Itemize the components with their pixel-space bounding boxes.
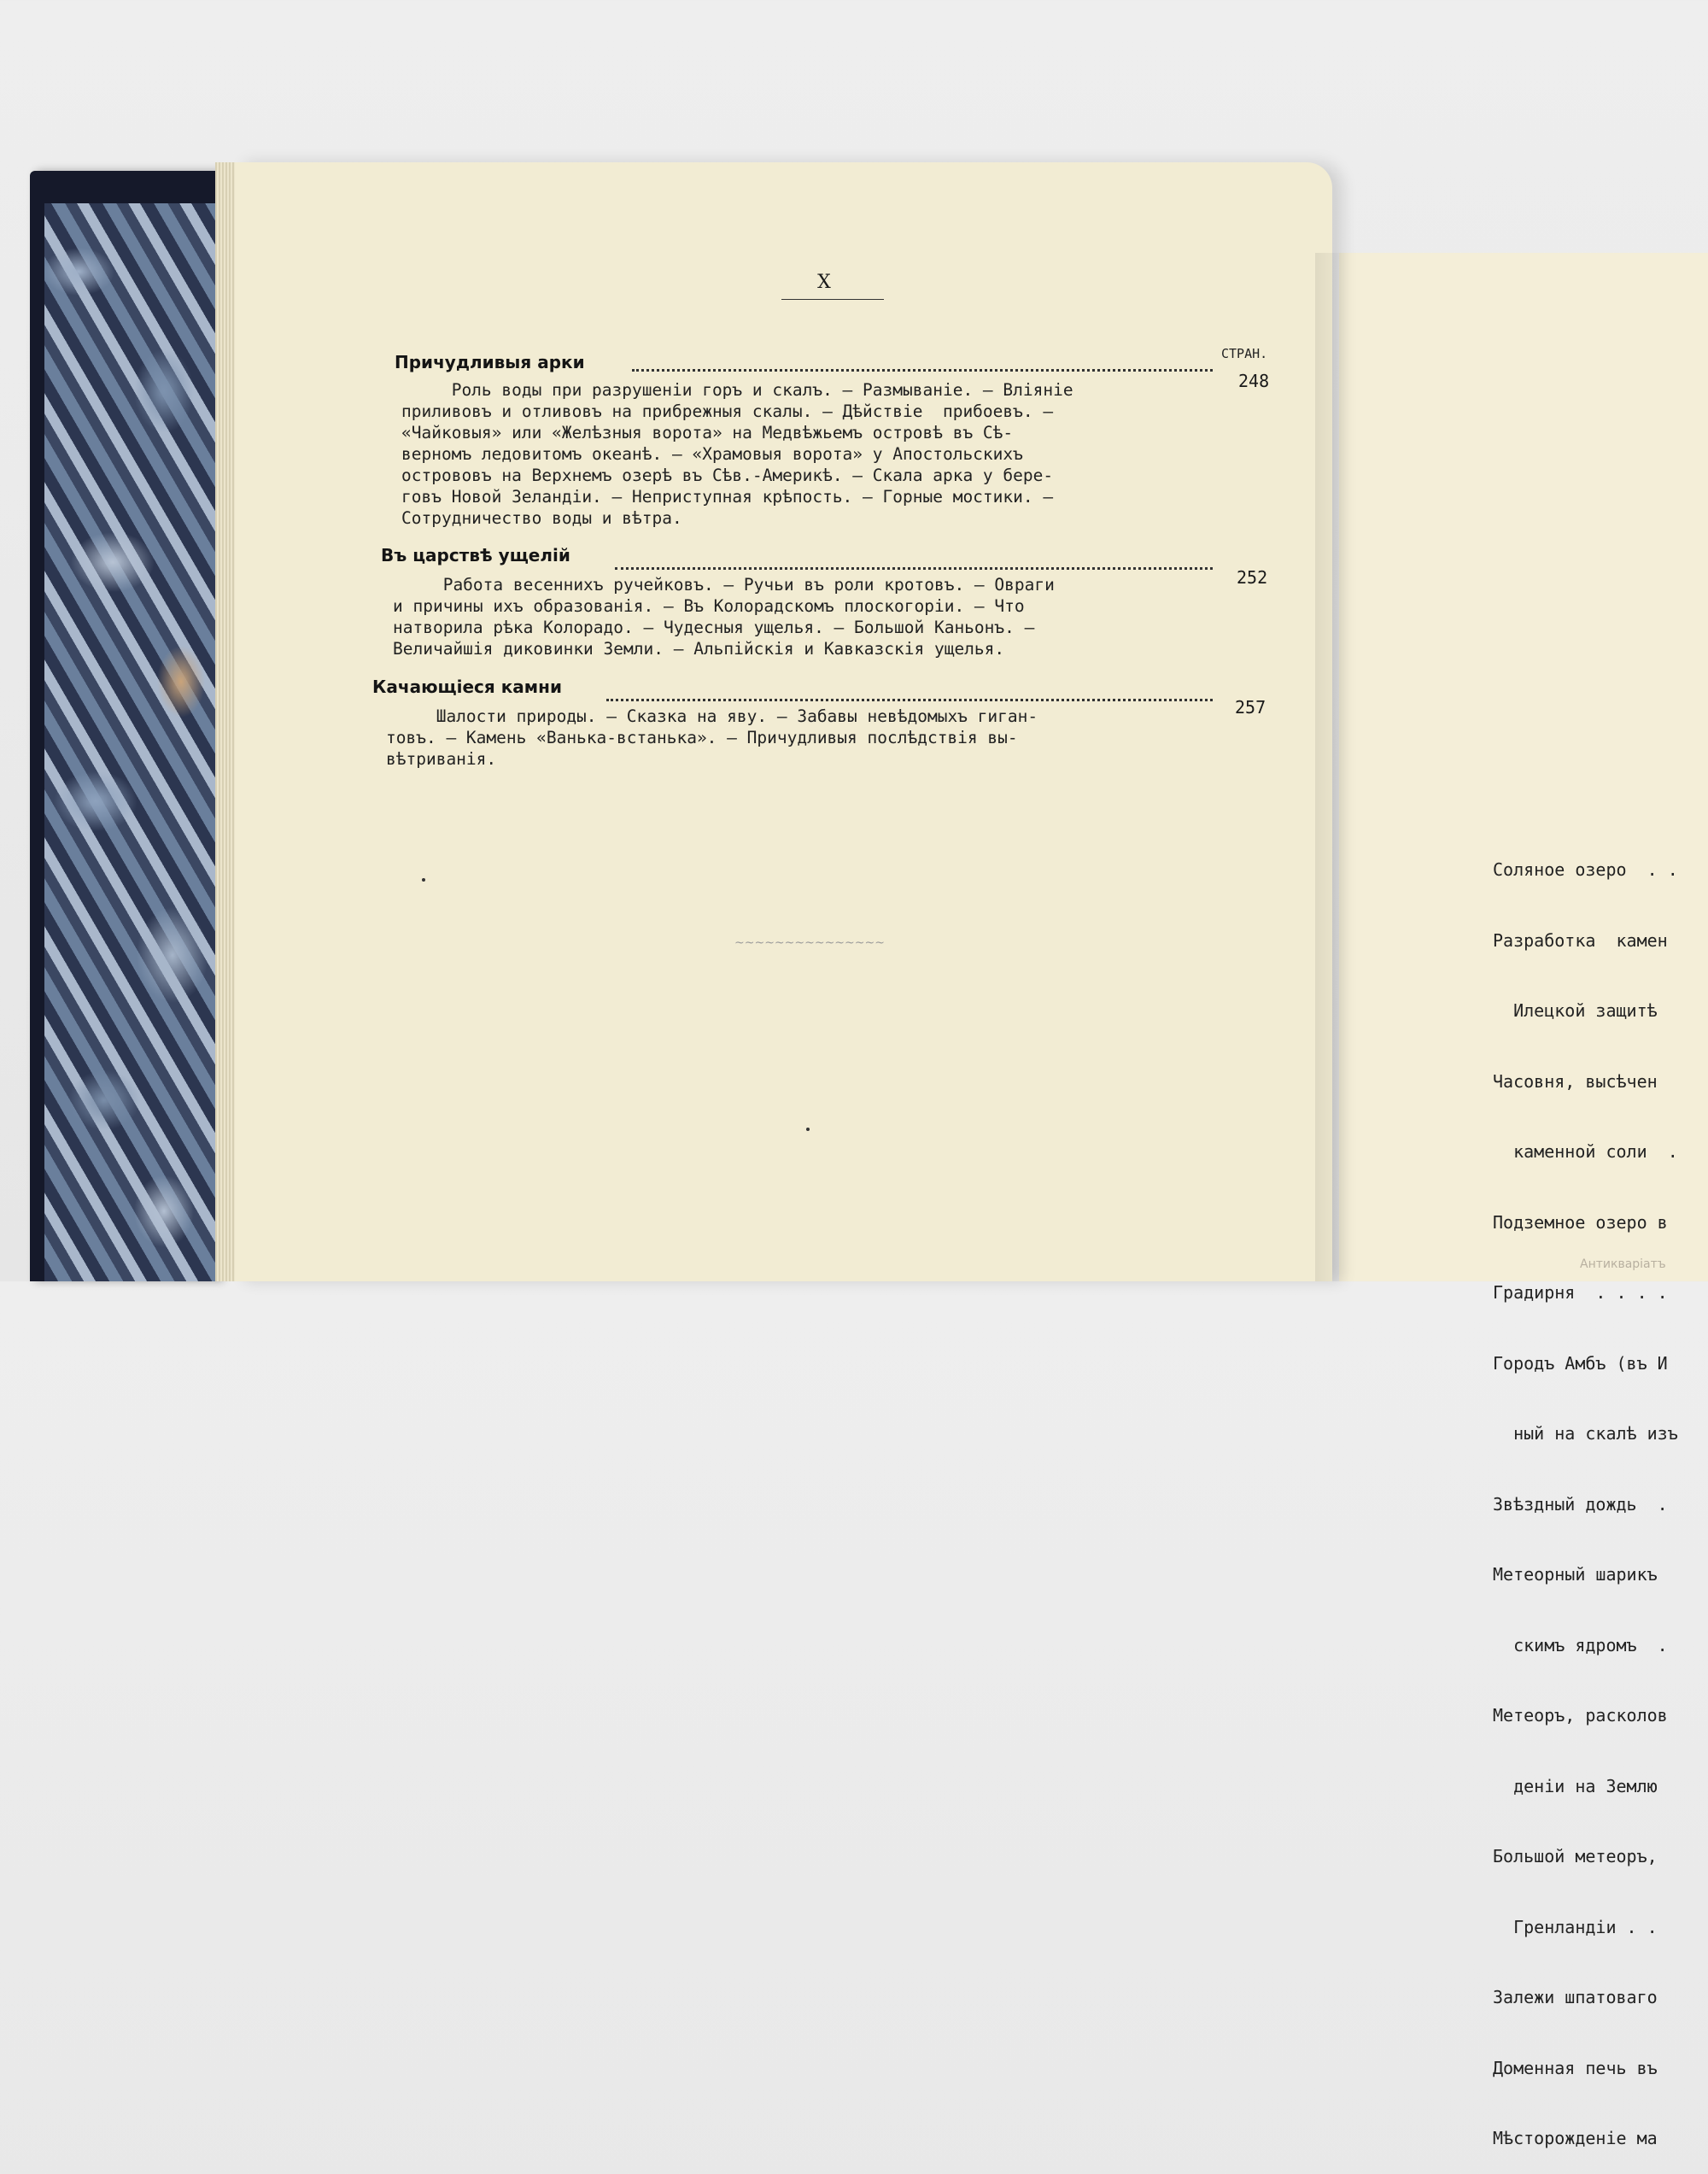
list-item: Метеорный шарикъ	[1493, 1564, 1658, 1585]
list-item: Градирня . . . .	[1493, 1282, 1668, 1303]
toc-entry-description: Шалости природы. — Сказка на яву. — Забавы невѣдомыхъ гиган- товъ. — Камень «Ванька-встанька». — Причудливыя послѣдствiя вы- вѣтриванiя.	[386, 706, 1038, 769]
list-item: Звѣздный дождь .	[1493, 1493, 1668, 1515]
page-number-rule	[781, 299, 884, 300]
toc-leader-dots	[615, 567, 1213, 570]
list-item: Доменная печь въ	[1493, 2057, 1658, 2078]
section-ornament: ~~~~~~~~~~~~~~~	[734, 936, 885, 950]
toc-entry-title: Качающiеся камни	[372, 677, 562, 697]
list-item: ный на скалѣ изъ	[1493, 1423, 1678, 1444]
toc-leader-dots	[632, 369, 1213, 372]
list-item: Соляное озеро . .	[1493, 859, 1678, 880]
toc-entry-description: Работа весеннихъ ручейковъ. — Ручьи въ роли кротовъ. — Овраги и причины ихъ образованiя. — Въ Колорадскомъ плоскогорiи. — Что натворила рѣка Колорадо. — Чудесныя ущелья. — Большой Каньонъ. — Величайшiя диковинки Земли. — Альпiйскiя и Кавказскiя ущелья.	[393, 575, 1055, 659]
list-item: Разработка камен	[1493, 929, 1668, 951]
list-item: Метеоръ, расколов	[1493, 1705, 1668, 1726]
toc-entry-page: 257	[1235, 697, 1266, 718]
list-item: скимъ ядромъ .	[1493, 1634, 1668, 1655]
marbled-endpaper	[44, 203, 215, 1281]
toc-entry-title: Въ царствѣ ущелiй	[381, 545, 570, 565]
toc-entry-title: Причудливыя арки	[395, 352, 585, 372]
list-item: Илецкой защитѣ	[1493, 1000, 1658, 1021]
right-page-list	[1493, 812, 1678, 2174]
toc-entry-page: 248	[1238, 371, 1270, 391]
list-item: Подземное озеро в	[1493, 1211, 1668, 1233]
list-item: Гренландiи . .	[1493, 1916, 1658, 1937]
list-item: Мѣсторожденiе ма	[1493, 2128, 1658, 2148]
watermark: Антикварiатъ	[1580, 1257, 1666, 1271]
page-number: X	[817, 272, 831, 293]
list-item: каменной соли .	[1493, 1141, 1678, 1162]
list-item: Городъ Амбъ (въ И	[1493, 1352, 1668, 1374]
paper-speck	[422, 878, 425, 882]
page-column-header: СТРАН.	[1221, 346, 1268, 361]
list-item: денiи на Землю	[1493, 1775, 1658, 1796]
paper-speck	[806, 1128, 810, 1131]
toc-entry-page: 252	[1237, 567, 1268, 588]
list-item: Большой метеоръ,	[1493, 1846, 1658, 1866]
toc-entry-description: Роль воды при разрушенiи горъ и скалъ. — Размыванiе. — Влiянiе приливовъ и отливовъ на прибрежныя скалы. — Дѣйствiе прибоевъ. — «Чайковыя» или «Желѣзныя ворота» на Медвѣжьемъ островѣ въ Сѣ- верномъ ледовитомъ океанѣ. — «Храмовыя ворота» у Апостольскихъ острововъ на Верхнемъ озерѣ въ Сѣв.-Америкѣ. — Скала арка у бере- говъ Новой Зеландiи. — Неприступная крѣпость. — Горные мостики. — Сотрудничество воды и вѣтра.	[401, 380, 1073, 528]
page-gutter-shadow	[1315, 253, 1349, 1281]
list-item: Залежи шпатоваго	[1493, 1987, 1658, 2007]
list-item: Часовня, высѣчен	[1493, 1070, 1658, 1092]
toc-leader-dots	[606, 699, 1213, 701]
